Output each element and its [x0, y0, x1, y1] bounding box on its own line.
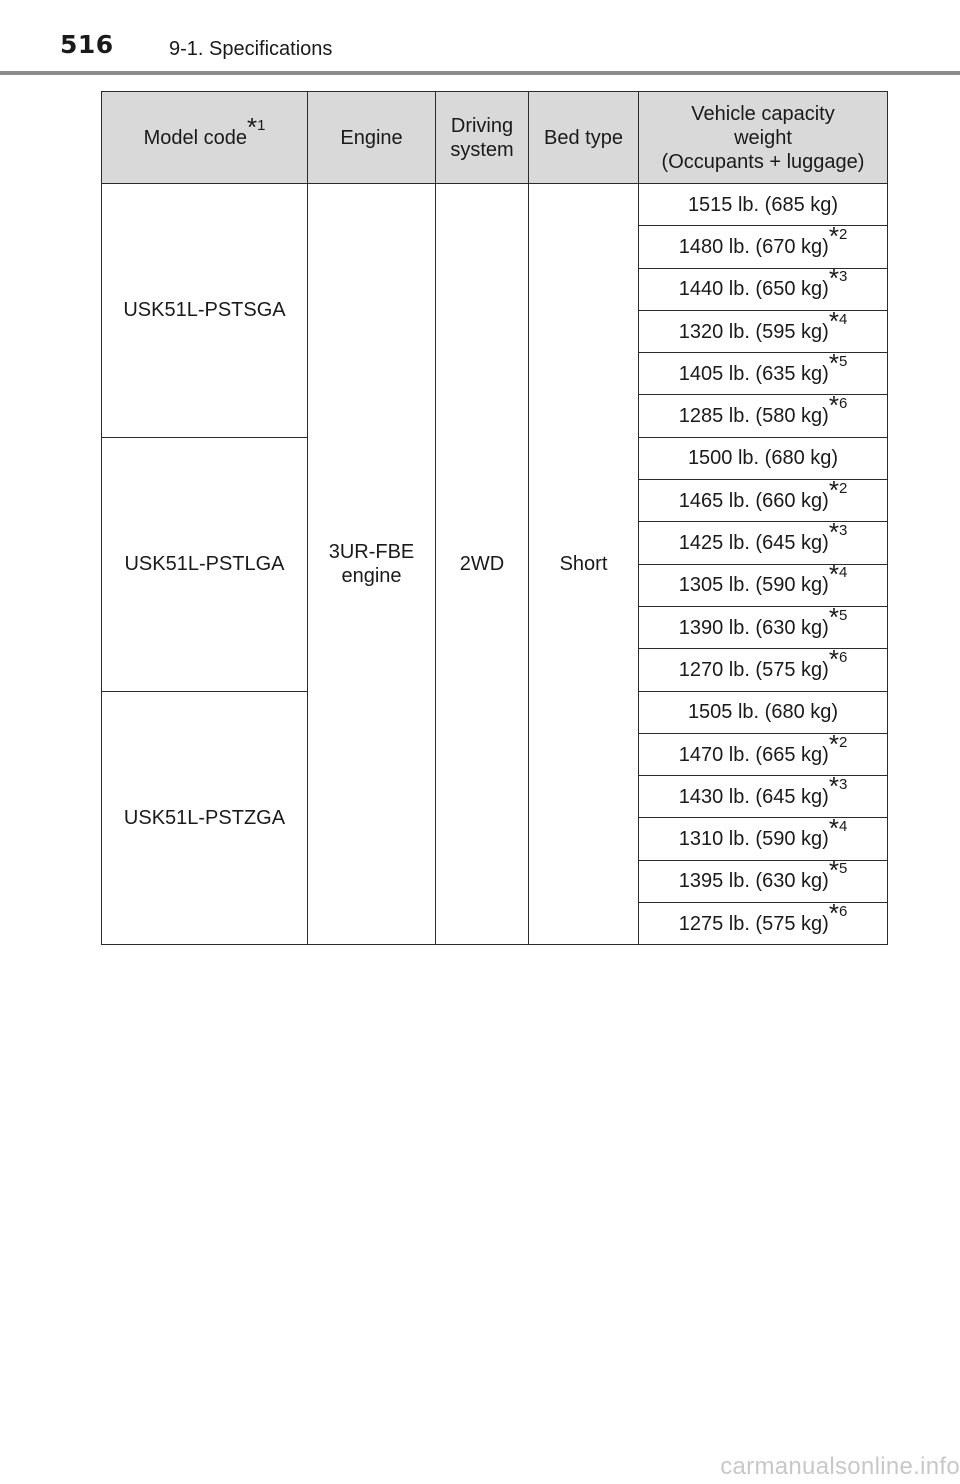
footnote-number: 2: [838, 733, 848, 751]
footnote-marker: [828, 643, 848, 674]
model-code-cell: USK51L-PSTSGA: [102, 184, 308, 438]
footnote-number: 5: [838, 352, 848, 370]
footnote-star: *: [828, 855, 839, 886]
model-code-cell: USK51L-PSTLGA: [102, 437, 308, 691]
capacity-weight-value: 1430 lb. (645 kg): [678, 785, 829, 808]
footnote-number: 5: [838, 606, 848, 624]
capacity-weight-cell: [639, 559, 888, 606]
capacity-weight-cell: [639, 474, 888, 522]
model-code-cell: USK51L-PSTZGA: [102, 691, 308, 945]
engine-cell: 3UR-FBE engine: [308, 184, 436, 945]
footnote-number: 3: [838, 775, 848, 793]
capacity-weight-cell: [639, 184, 888, 226]
footnote-star: *: [828, 728, 839, 759]
header-vehicle-capacity-weight: Vehicle capacity weight (Occupants + luggage): [639, 92, 888, 184]
capacity-weight-value: 1440 lb. (650 kg): [678, 278, 829, 301]
bed-type-cell: Short: [529, 184, 639, 945]
capacity-weight-value: 1310 lb. (590 kg): [678, 828, 829, 851]
capacity-weight-value: 1425 lb. (645 kg): [678, 532, 829, 555]
capacity-weight-cell: [639, 517, 888, 564]
header-engine: Engine: [308, 92, 436, 184]
footnote-number: 1: [257, 116, 266, 134]
capacity-weight-value: 1305 lb. (590 kg): [678, 574, 829, 597]
watermark: carmanualsonline.info: [720, 1453, 960, 1480]
footnote-star: *: [828, 305, 839, 336]
footnote-star: *: [828, 559, 839, 590]
footnote-number: 2: [838, 225, 848, 243]
capacity-weight-cell: [639, 855, 888, 902]
footnote-marker: [828, 390, 848, 421]
footnote-number: 6: [838, 395, 848, 413]
footnote-marker: [828, 770, 848, 801]
footnote-marker: [828, 559, 848, 590]
footnote-marker: [828, 305, 848, 336]
capacity-weight-value: 1270 lb. (575 kg): [678, 658, 829, 681]
footnote-star: *: [828, 474, 839, 505]
footnote-marker: [828, 728, 848, 759]
capacity-weight-value: 1500 lb. (680 kg): [687, 447, 839, 470]
header-bed-type: Bed type: [529, 92, 639, 184]
capacity-weight-cell: [639, 691, 888, 733]
capacity-weight-value: 1275 lb. (575 kg): [678, 912, 829, 935]
footnote-marker: [828, 855, 848, 886]
footnote-star: *: [828, 517, 839, 548]
footnote-star: *: [828, 770, 839, 801]
capacity-weight-value: 1470 lb. (665 kg): [678, 743, 829, 766]
footnote-star: *: [828, 220, 839, 251]
capacity-weight-value: 1320 lb. (595 kg): [678, 320, 829, 343]
header-model-code-label: Model code: [143, 126, 247, 149]
page-number: 516: [60, 30, 114, 59]
footnote-number: 4: [838, 564, 848, 582]
footnote-number: 5: [838, 860, 848, 878]
capacity-weight-cell: [639, 390, 888, 437]
footnote-star: *: [828, 390, 839, 421]
footnote-number: 6: [838, 648, 848, 666]
table-header-row: [102, 92, 888, 184]
footnote-marker: [828, 220, 848, 251]
driving-system-cell: 2WD: [436, 184, 529, 945]
footnote-star: *: [828, 601, 839, 632]
capacity-weight-value: 1465 lb. (660 kg): [678, 489, 829, 512]
capacity-weight-cell: [639, 347, 888, 395]
specifications-table: [101, 91, 888, 945]
footnote-marker: [828, 517, 848, 548]
footnote-star: *: [828, 643, 839, 674]
header-model-code: [102, 92, 308, 184]
header-driving-system: Driving system: [436, 92, 529, 184]
capacity-weight-cell: [639, 601, 888, 648]
capacity-weight-value: 1395 lb. (630 kg): [678, 870, 829, 893]
capacity-weight-cell: [639, 728, 888, 775]
capacity-weight-cell: [639, 220, 888, 268]
table-body: [102, 184, 888, 945]
capacity-weight-cell: [639, 643, 888, 691]
header-rule: [0, 71, 960, 75]
capacity-weight-cell: [639, 897, 888, 945]
table-row: [102, 184, 888, 226]
capacity-weight-value: 1515 lb. (685 kg): [687, 193, 839, 216]
footnote-marker: [246, 111, 266, 142]
footnote-marker: [828, 263, 848, 294]
footnote-number: 2: [838, 479, 848, 497]
footnote-marker: [828, 897, 848, 928]
footnote-marker: [828, 813, 848, 844]
capacity-weight-cell: [639, 813, 888, 860]
footnote-number: 3: [838, 522, 848, 540]
page-header: [0, 0, 960, 74]
capacity-weight-value: 1405 lb. (635 kg): [678, 362, 829, 385]
capacity-weight-cell: [639, 263, 888, 310]
footnote-star: *: [828, 347, 839, 378]
footnote-marker: [828, 347, 848, 378]
capacity-weight-cell: [639, 305, 888, 352]
footnote-number: 4: [838, 310, 848, 328]
capacity-weight-value: 1505 lb. (680 kg): [687, 701, 839, 724]
footnote-number: 4: [838, 818, 848, 836]
capacity-weight-cell: [639, 437, 888, 479]
capacity-weight-value: 1285 lb. (580 kg): [678, 405, 829, 428]
footnote-star: *: [828, 897, 839, 928]
footnote-number: 6: [838, 902, 848, 920]
footnote-marker: [828, 601, 848, 632]
footnote-number: 3: [838, 268, 848, 286]
section-title: 9-1. Specifications: [169, 38, 333, 60]
capacity-weight-value: 1480 lb. (670 kg): [678, 235, 829, 258]
capacity-weight-value: 1390 lb. (630 kg): [678, 616, 829, 639]
footnote-star: *: [828, 263, 839, 294]
footnote-star: *: [828, 813, 839, 844]
footnote-marker: [828, 474, 848, 505]
capacity-weight-cell: [639, 770, 888, 818]
footnote-star: *: [246, 111, 258, 142]
